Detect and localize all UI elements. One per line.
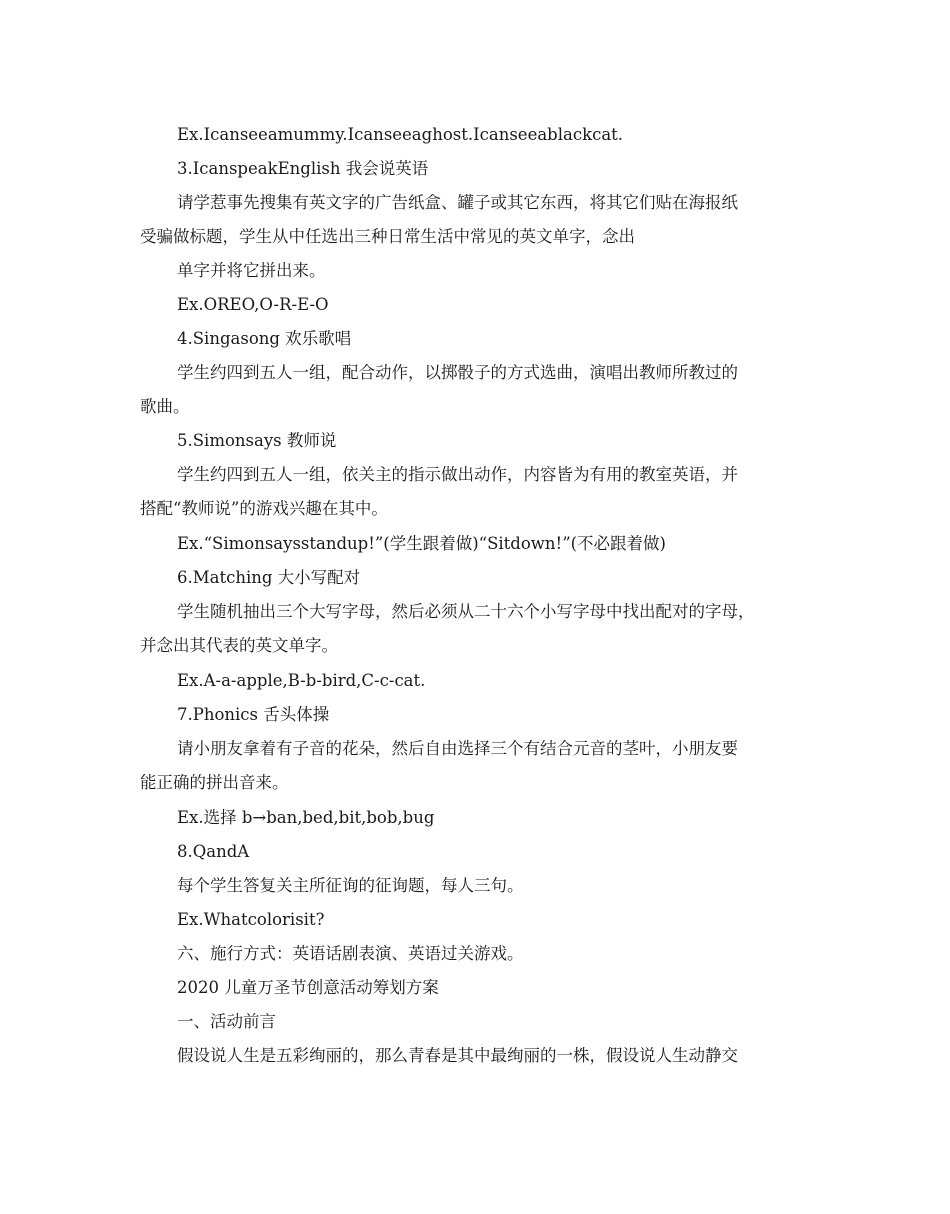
text-line: 受骗做标题，学生从中任选出三种日常生活中常见的英文单字，念出 [140,227,635,246]
text-line: 请学惹事先搜集有英文字的广告纸盒、罐子或其它东西，将其它们贴在海报纸 [177,193,738,212]
text-line: Ex.A-a-apple,B-b-bird,C-c-cat. [177,671,426,690]
section-heading: 7.Phonics 舌头体操 [177,705,330,724]
text-line: 能正确的拼出音来。 [140,773,289,792]
text-line: 并念出其代表的英文单字。 [140,636,338,655]
text-line: 每个学生答复关主所征询的征询题，每人三句。 [177,876,524,895]
text-line: Ex.Whatcolorisit? [177,910,325,929]
text-line: 歌曲。 [140,397,190,416]
text-line: Ex.Icanseeamummy.Icanseeaghost.Icanseeablackcat. [177,125,624,144]
text-line: Ex.选择 b→ban,bed,bit,bob,bug [177,808,435,827]
section-heading: 4.Singasong 欢乐歌唱 [177,329,352,348]
text-line: 假设说人生是五彩绚丽的，那么青春是其中最绚丽的一株，假设说人生动静交 [177,1046,738,1065]
section-heading: 一、活动前言 [177,1012,276,1031]
section-heading: 5.Simonsays 教师说 [177,431,337,450]
text-line: 单字并将它拼出来。 [177,261,326,280]
text-line: Ex.“Simonsaysstandup!”(学生跟着做)“Sitdown!”(不必跟着做) [177,534,666,553]
text-line: 搭配“教师说”的游戏兴趣在其中。 [140,499,388,518]
text-line: 学生随机抽出三个大写字母，然后必须从二十六个小写字母中找出配对的字母， [177,602,755,621]
text-line: 请小朋友拿着有子音的花朵，然后自由选择三个有结合元音的茎叶，小朋友要 [177,739,738,758]
text-line: 六、施行方式：英语话剧表演、英语过关游戏。 [177,944,524,963]
section-heading: 6.Matching 大小写配对 [177,568,361,587]
text-line: 学生约四到五人一组，依关主的指示做出动作，内容皆为有用的教室英语，并 [177,465,738,484]
document-title: 2020 儿童万圣节创意活动筹划方案 [177,978,439,997]
text-line: Ex.OREO,O-R-E-O [177,295,329,314]
text-line: 学生约四到五人一组，配合动作，以掷骰子的方式选曲，演唱出教师所教过的 [177,363,738,382]
section-heading: 8.QandA [177,842,250,861]
section-heading: 3.IcanspeakEnglish 我会说英语 [177,159,429,178]
